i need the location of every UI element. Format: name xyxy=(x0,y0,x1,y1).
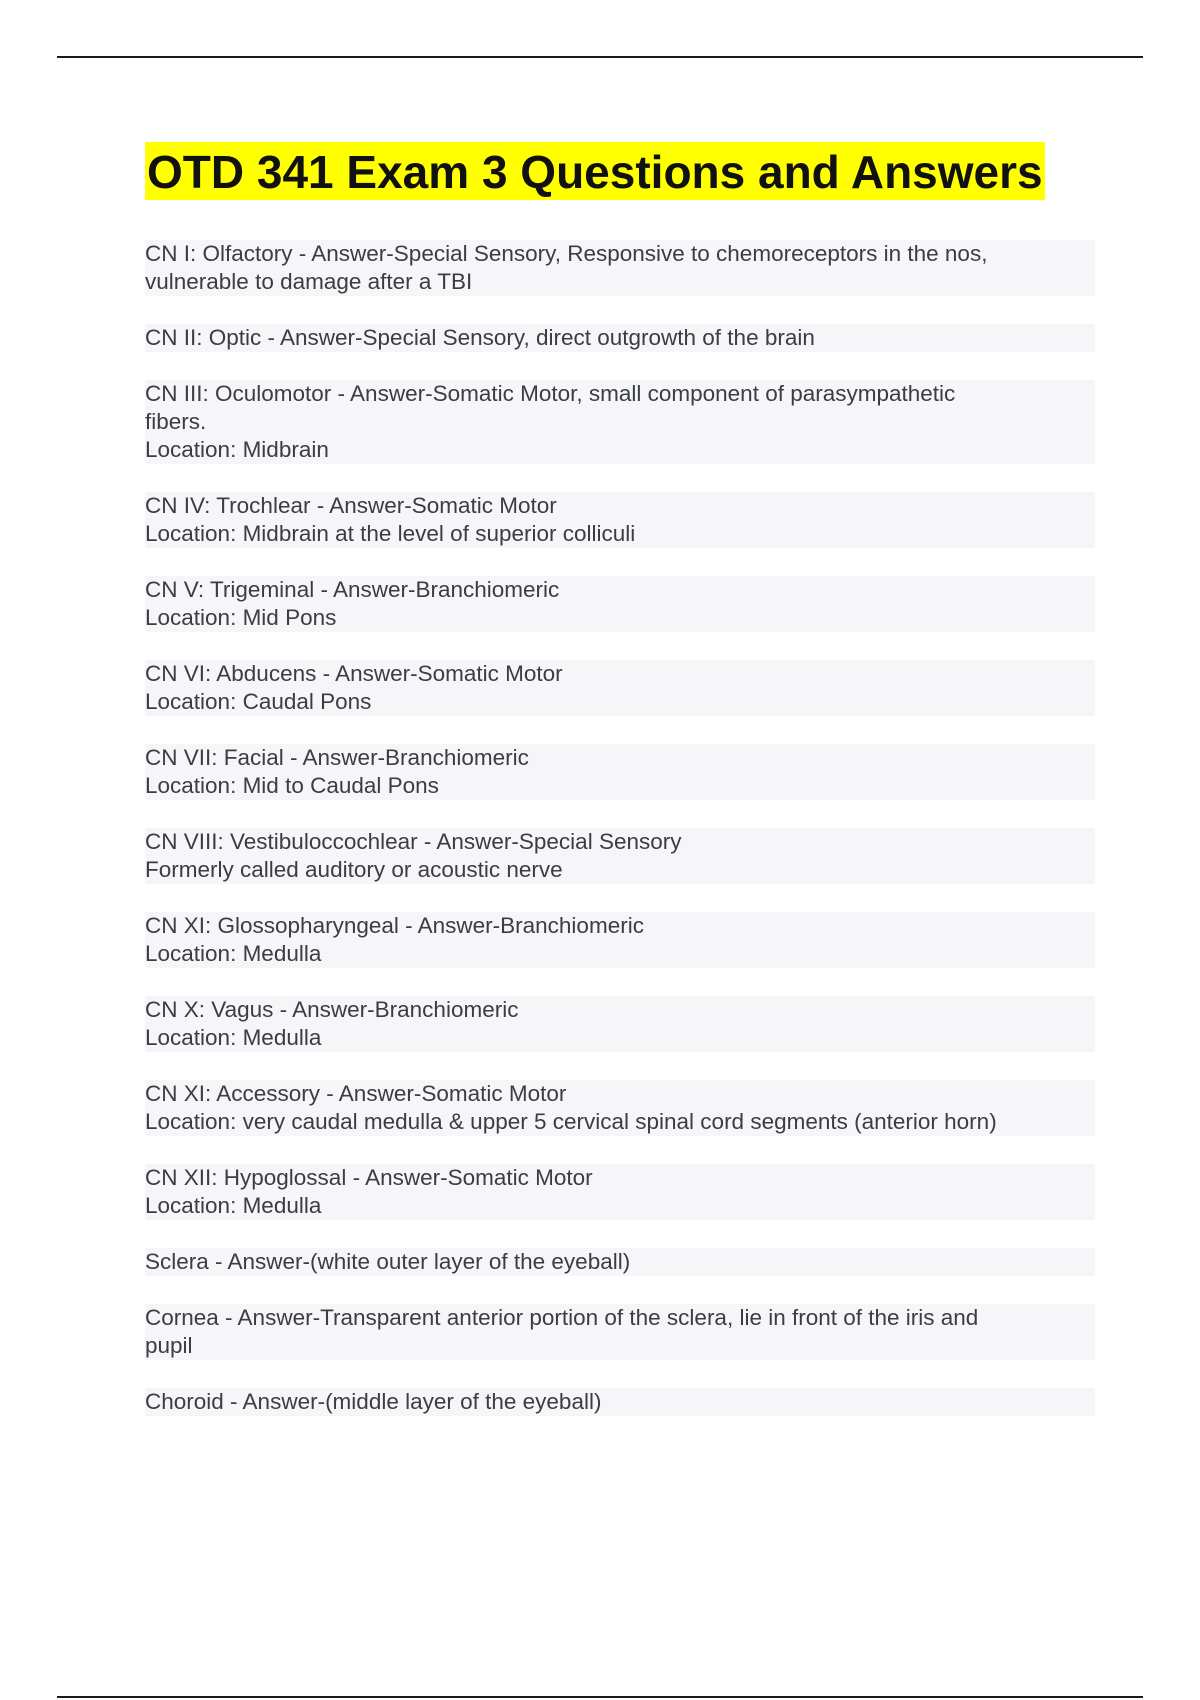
qa-line: Location: Medulla xyxy=(145,940,1095,968)
qa-line: fibers. xyxy=(145,408,1095,436)
qa-entry-cn-vii xyxy=(145,744,1095,800)
qa-entry-cornea xyxy=(145,1304,1095,1360)
qa-entry-cn-ii xyxy=(145,324,1095,352)
qa-entry-cn-vi xyxy=(145,660,1095,716)
qa-line: CN XI: Accessory - Answer-Somatic Motor xyxy=(145,1080,1095,1108)
qa-entry-cn-v xyxy=(145,576,1095,632)
qa-line: Location: Mid Pons xyxy=(145,604,1095,632)
qa-line: CN XII: Hypoglossal - Answer-Somatic Motor xyxy=(145,1164,1095,1192)
qa-line: CN XI: Glossopharyngeal - Answer-Branchiomeric xyxy=(145,912,1095,940)
qa-line: Sclera - Answer-(white outer layer of the eyeball) xyxy=(145,1248,1095,1276)
qa-line: Location: very caudal medulla & upper 5 cervical spinal cord segments (anterior horn) xyxy=(145,1108,1095,1136)
qa-entry-cn-ix xyxy=(145,912,1095,968)
qa-entry-cn-i xyxy=(145,240,1095,296)
qa-line: CN V: Trigeminal - Answer-Branchiomeric xyxy=(145,576,1095,604)
qa-line: vulnerable to damage after a TBI xyxy=(145,268,1095,296)
qa-line: Formerly called auditory or acoustic nerve xyxy=(145,856,1095,884)
qa-line: Choroid - Answer-(middle layer of the eyeball) xyxy=(145,1388,1095,1416)
qa-line: Cornea - Answer-Transparent anterior portion of the sclera, lie in front of the iris and xyxy=(145,1304,1095,1332)
qa-entry-cn-xi xyxy=(145,1080,1095,1136)
qa-line: pupil xyxy=(145,1332,1095,1360)
qa-line: Location: Midbrain xyxy=(145,436,1095,464)
bottom-divider xyxy=(57,1696,1143,1698)
qa-line: Location: Mid to Caudal Pons xyxy=(145,772,1095,800)
qa-line: CN VII: Facial - Answer-Branchiomeric xyxy=(145,744,1095,772)
qa-entry-cn-x xyxy=(145,996,1095,1052)
qa-line: Location: Medulla xyxy=(145,1192,1095,1220)
qa-line: CN X: Vagus - Answer-Branchiomeric xyxy=(145,996,1095,1024)
top-divider xyxy=(57,56,1143,58)
qa-line: Location: Midbrain at the level of superior colliculi xyxy=(145,520,1095,548)
document-body xyxy=(145,142,1095,1444)
qa-line: CN II: Optic - Answer-Special Sensory, direct outgrowth of the brain xyxy=(145,324,1095,352)
document-title: OTD 341 Exam 3 Questions and Answers xyxy=(145,142,1045,200)
qa-line: CN IV: Trochlear - Answer-Somatic Motor xyxy=(145,492,1095,520)
qa-line: CN III: Oculomotor - Answer-Somatic Motor, small component of parasympathetic xyxy=(145,380,1095,408)
qa-entry-choroid xyxy=(145,1388,1095,1416)
qa-line: CN VIII: Vestibuloccochlear - Answer-Special Sensory xyxy=(145,828,1095,856)
qa-line: Location: Caudal Pons xyxy=(145,688,1095,716)
qa-entry-cn-viii xyxy=(145,828,1095,884)
qa-entry-cn-iv xyxy=(145,492,1095,548)
qa-line: Location: Medulla xyxy=(145,1024,1095,1052)
qa-line: CN I: Olfactory - Answer-Special Sensory, Responsive to chemoreceptors in the nos, xyxy=(145,240,1095,268)
qa-line: CN VI: Abducens - Answer-Somatic Motor xyxy=(145,660,1095,688)
qa-entry-cn-iii xyxy=(145,380,1095,464)
qa-entry-cn-xii xyxy=(145,1164,1095,1220)
qa-entry-sclera xyxy=(145,1248,1095,1276)
